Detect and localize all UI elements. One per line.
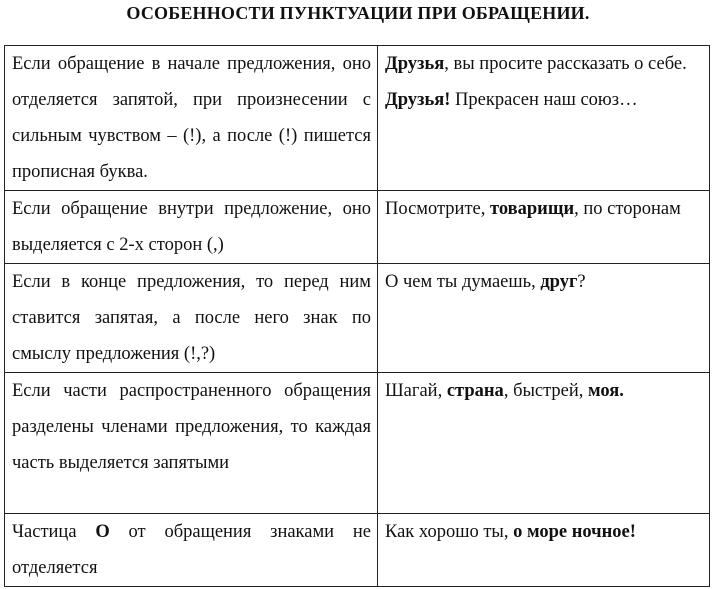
- particle-o: О: [95, 522, 110, 542]
- example-cell: [378, 46, 710, 191]
- address-word: страна: [446, 381, 504, 401]
- rule-cell: Если обращение внутри предложение, оно выделяется с 2-х сторон (,): [5, 191, 378, 264]
- table-row: [5, 264, 710, 373]
- example-text: Прекрасен наш союз…: [450, 90, 638, 110]
- address-word: моя.: [588, 381, 624, 401]
- example-cell: [378, 264, 710, 373]
- table-row: [5, 191, 710, 264]
- example-line: [385, 46, 703, 82]
- example-cell: [378, 373, 710, 514]
- rule-cell: Если обращение в начале предложения, оно отделяется запятой, при произнесении с сильным чувством – (!), а после (!) пишется прописная буква.: [5, 46, 378, 191]
- rule-text: от обращения знаками не отделяется: [12, 522, 372, 578]
- example-cell: [378, 514, 710, 587]
- example-text: , по сторонам: [574, 199, 681, 219]
- example-text: Посмотрите,: [385, 199, 491, 219]
- punctuation-rules-table: [4, 45, 710, 587]
- address-word: о море ночное!: [513, 522, 636, 542]
- example-cell: [378, 191, 710, 264]
- example-text: , вы просите рассказать о себе.: [444, 54, 687, 74]
- example-text: ?: [577, 272, 586, 292]
- example-line: [385, 82, 703, 118]
- address-word: товарищи: [490, 199, 575, 219]
- example-text: О чем ты думаешь,: [385, 272, 541, 292]
- table-row: [5, 373, 710, 514]
- example-text: Как хорошо ты,: [385, 522, 514, 542]
- address-word: друг: [540, 272, 578, 292]
- page-title: ОСОБЕННОСТИ ПУНКТУАЦИИ ПРИ ОБРАЩЕНИИ.: [126, 3, 590, 23]
- rule-cell: [5, 514, 378, 587]
- table-row: [5, 514, 710, 587]
- address-word: Друзья: [385, 54, 445, 74]
- example-text: , быстрей,: [503, 381, 589, 401]
- table-row: [5, 46, 710, 191]
- address-word: Друзья!: [385, 90, 451, 110]
- rule-cell: Если в конце предложения, то перед ним ставится запятая, а после него знак по смыслу предложения (!,?): [5, 264, 378, 373]
- example-text: Шагай,: [385, 381, 447, 401]
- rule-cell: Если части распространенного обращения разделены членами предложения, то каждая часть выделяется запятыми: [5, 373, 378, 514]
- rule-text: Частица: [12, 522, 96, 542]
